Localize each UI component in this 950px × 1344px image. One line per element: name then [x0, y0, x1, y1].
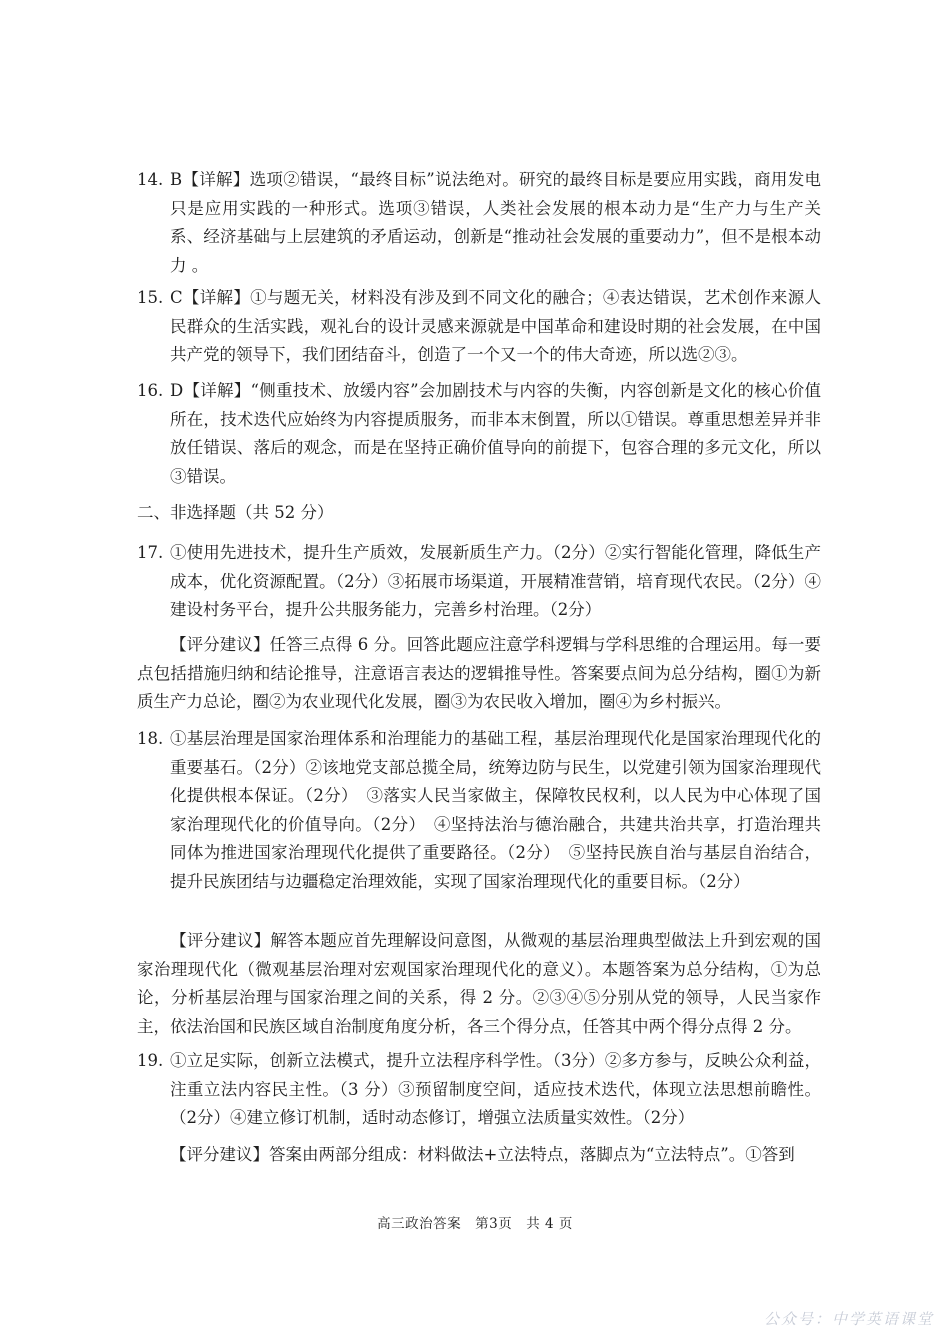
answer-item-14 — [137, 166, 821, 280]
item-number: 17. — [137, 543, 164, 562]
item-number: 19. — [137, 1051, 164, 1070]
section-title: 二、非选择题（共 52 分） — [137, 503, 334, 522]
item-text: ①立足实际，创新立法模式，提升立法程序科学性。（3分）②多方参与，反映公众利益，注重立法内容民主性。（3 分）③预留制度空间，适应技术迭代，体现立法思想前瞻性。（2分）④建立修订机制，适时动态修订，增强立法质量实效性。（2分） — [170, 1051, 821, 1127]
item-text: ①使用先进技术，提升生产质效，发展新质生产力。（2分）②实行智能化管理，降低生产成本，优化资源配置。（2分）③拓展市场渠道，开展精准营销，培育现代农民。（2分）④建设村务平台，提升公共服务能力，完善乡村治理。（2分） — [170, 543, 821, 619]
answer-item-17 — [137, 539, 821, 625]
watermark: 公众号：中学英语课堂 — [763, 1310, 934, 1328]
page-footer: 高三政治答案 第3页 共 4 页 — [377, 1216, 573, 1232]
scoring-note-19 — [137, 1141, 821, 1170]
item-number: 14. — [137, 170, 164, 189]
item-text: ①基层治理是国家治理体系和治理能力的基础工程，基层治理现代化是国家治理现代化的重要基石。（2分）②该地党支部总揽全局，统筹边防与民生，以党建引领为国家治理现代化提供根本保证。（2分） ③落实人民当家做主，保障牧民权利，以人民为中心体现了国家治理现代化的价值导向。（2分） ④坚持法治与德治融合，共建共治共享，打造治理共同体为推进国家治理现代化提供了重要路径。（2分） ⑤坚持民族自治与基层自治结合，提升民族团结与边疆稳定治理效能，实现了国家治理现代化的重要目标。（2分） — [170, 729, 821, 891]
answer-item-18 — [137, 725, 821, 896]
answer-item-16 — [137, 377, 821, 491]
scoring-note-18 — [137, 927, 821, 1041]
item-text: D【详解】“侧重技术、放缓内容”会加剧技术与内容的失衡，内容创新是文化的核心价值所在，技术迭代应始终为内容提质服务，而非本末倒置，所以①错误。尊重思想差异并非放任错误、落后的观念，而是在坚持正确价值导向的前提下，包容合理的多元文化，所以③错误。 — [170, 381, 821, 486]
scoring-note-17 — [137, 631, 821, 717]
note-text: 【评分建议】解答本题应首先理解设问意图，从微观的基层治理典型做法上升到宏观的国家治理现代化（微观基层治理对宏观国家治理现代化的意义）。本题答案为总分结构，①为总论，分析基层治理与国家治理之间的关系，得 2 分。②③④⑤分别从党的领导，人民当家作主，依法治国和民族区域自治制度角度分析，各三个得分点，任答其中两个得分点得 2 分。 — [137, 931, 821, 1036]
item-number: 18. — [137, 729, 164, 748]
item-text: B【详解】选项②错误，“最终目标”说法绝对。研究的最终目标是要应用实践，商用发电只是应用实践的一种形式。选项③错误，人类社会发展的根本动力是“生产力与生产关系、经济基础与上层建筑的矛盾运动，创新是“推动社会发展的重要动力”，但不是根本动力 。 — [170, 170, 821, 275]
item-text: C【详解】①与题无关，材料没有涉及到不同文化的融合；④表达错误，艺术创作来源人民群众的生活实践，观礼台的设计灵感来源就是中国革命和建设时期的社会发展，在中国共产党的领导下，我们团结奋斗，创造了一个又一个的伟大奇迹，所以选②③。 — [170, 288, 821, 364]
answer-item-19 — [137, 1047, 821, 1133]
note-text: 【评分建议】答案由两部分组成：材料做法+立法特点，落脚点为“立法特点”。①答到 — [170, 1145, 795, 1164]
item-number: 16. — [137, 381, 164, 400]
note-text: 【评分建议】任答三点得 6 分。回答此题应注意学科逻辑与学科思维的合理运用。每一要点包括措施归纳和结论推导，注意语言表达的逻辑推导性。答案要点间为总分结构，圈①为新质生产力总论，圈②为农业现代化发展，圈③为农民收入增加，圈④为乡村振兴。 — [137, 635, 821, 711]
item-number: 15. — [137, 288, 164, 307]
answer-item-15 — [137, 284, 821, 370]
